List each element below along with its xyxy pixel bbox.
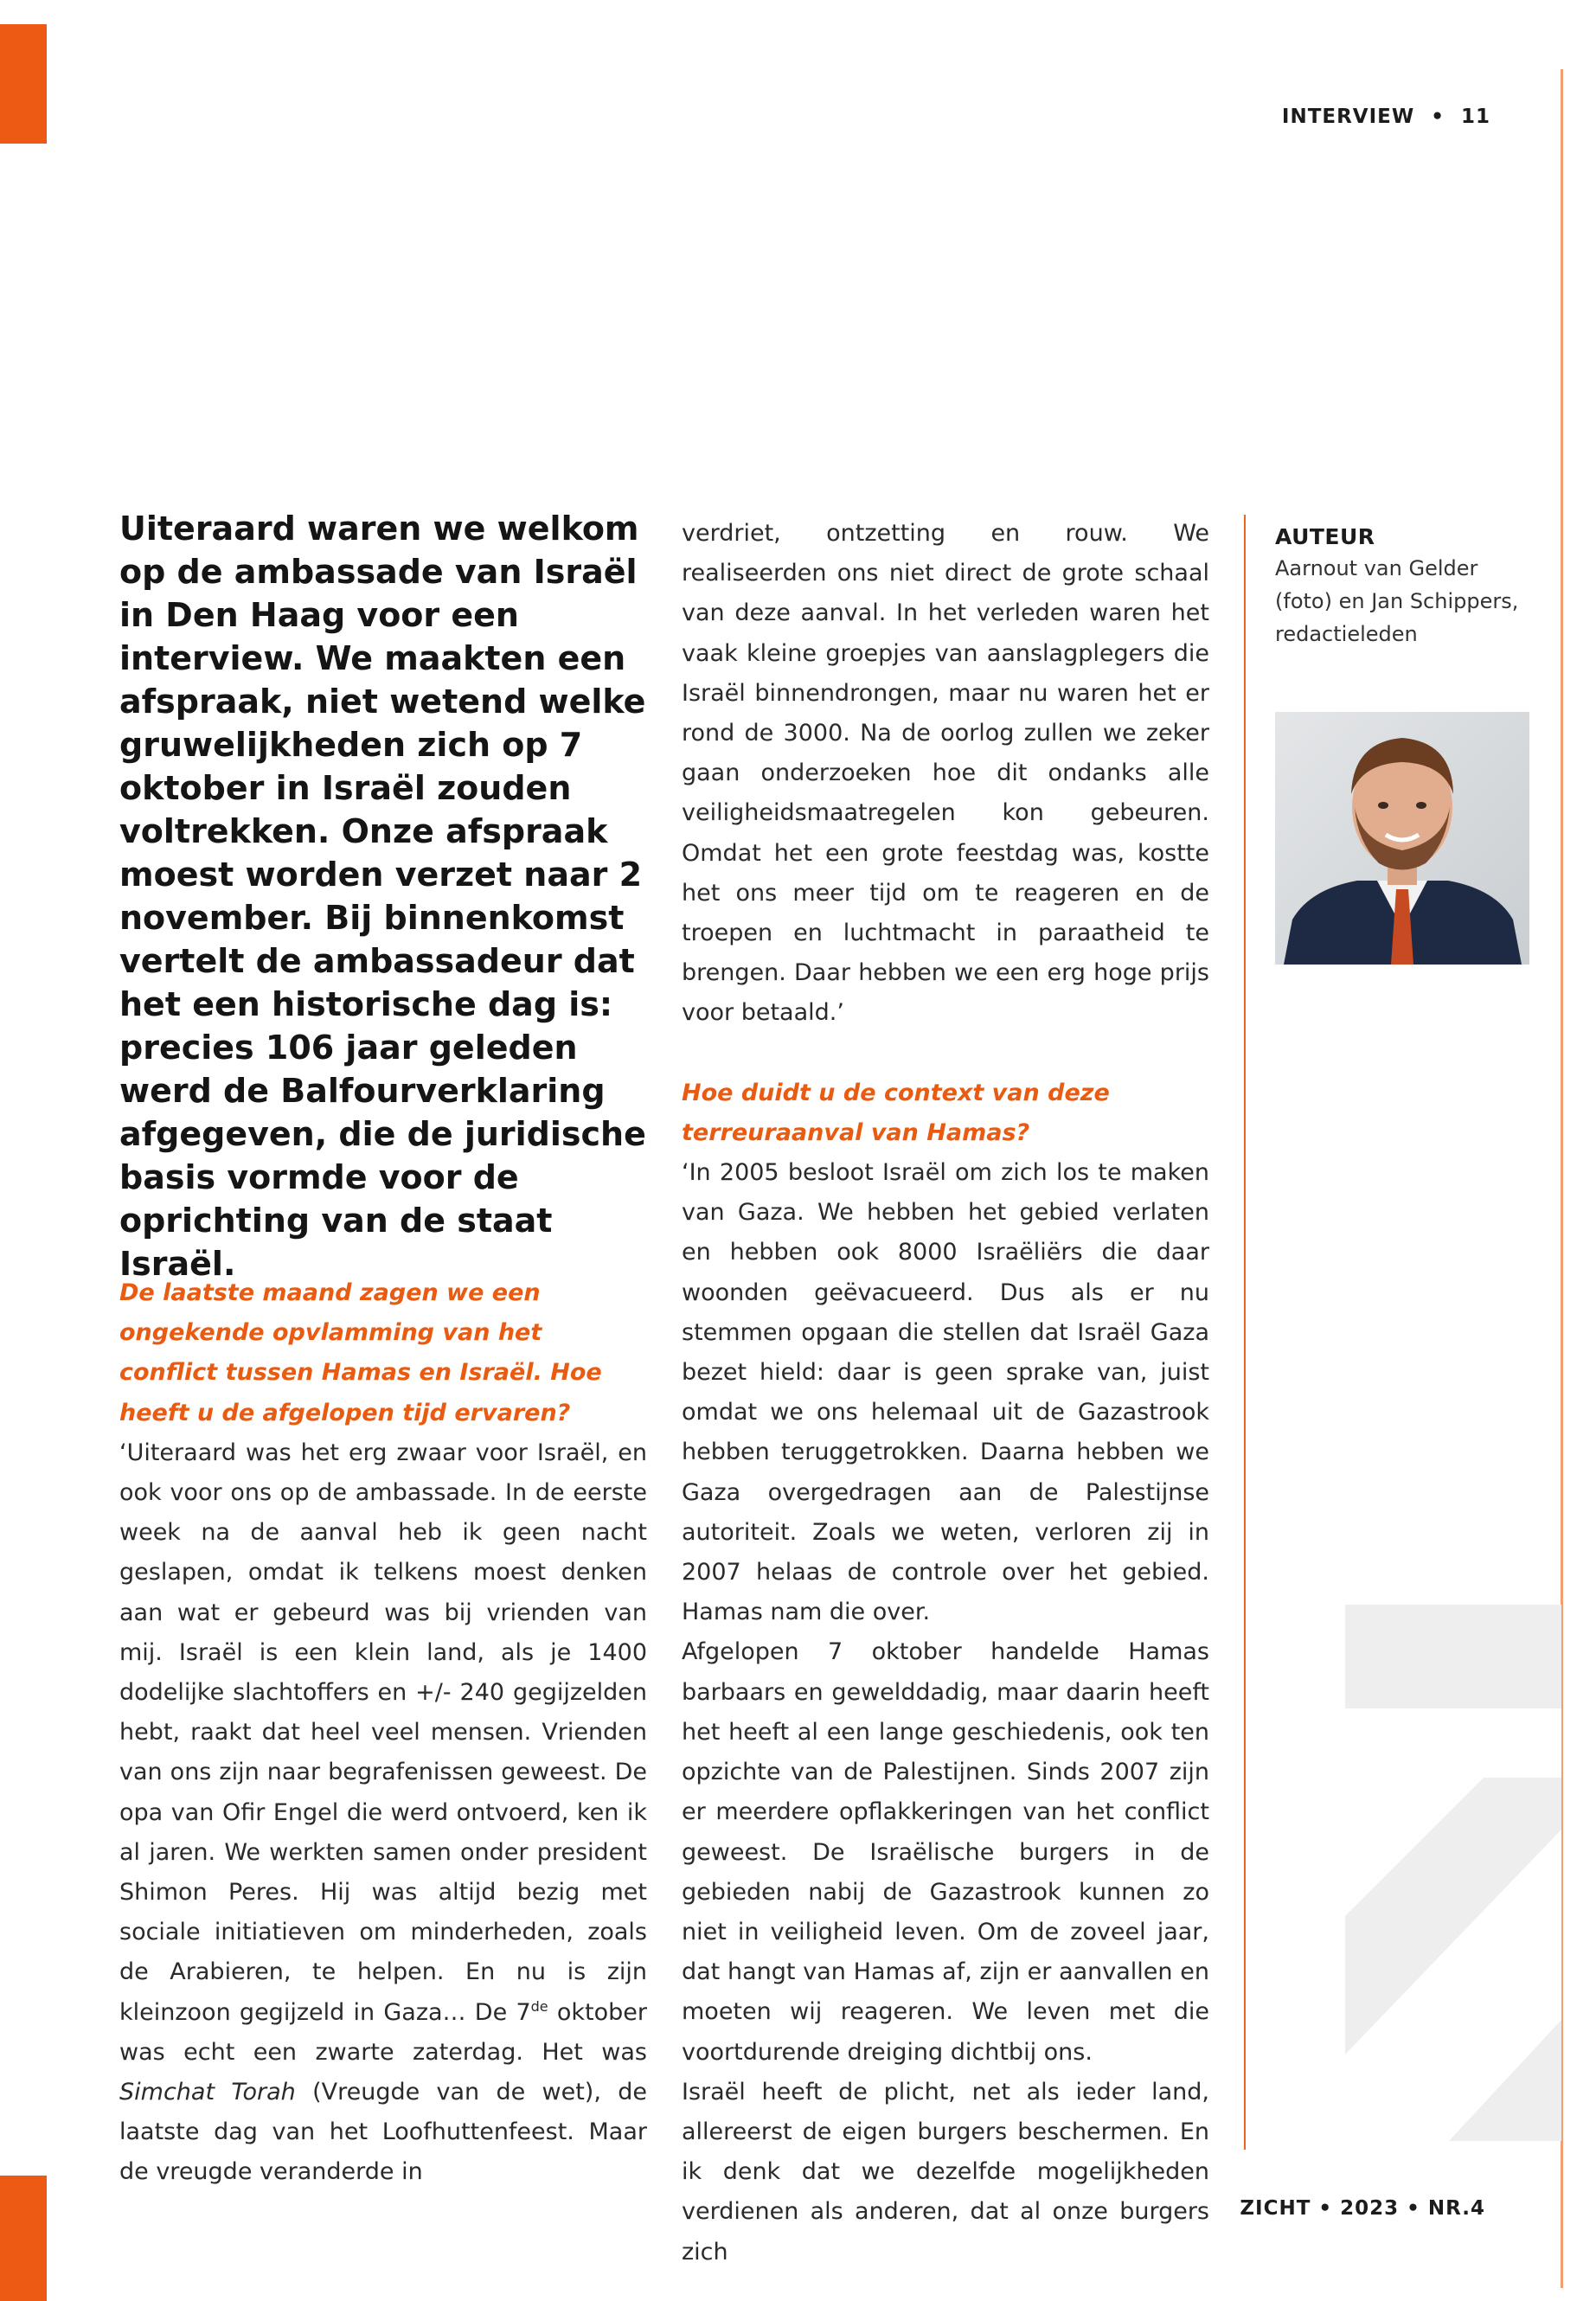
accent-bar-bottom <box>0 2176 47 2301</box>
interview-answer-2c: Israël heeft de plicht, net als ieder land, allereerst de eigen burgers beschermen. En ik denk dat we dezelfde mogelijkheden verdienen als anderen, dat al onze burgers zich <box>682 2078 1209 2266</box>
interview-answer-1: ‘Uiteraard was het erg zwaar voor Israël, en ook voor ons op de ambassade. In de eerste week na de aanval heb ik geen nacht geslapen, omdat ik telkens moest denken aan wat er gebeurd was bij vrienden van mij. Israël is een klein land, als je 1400 dodelijke slachtoffers en +/- 240 gegijzelden hebt, raakt dat heel veel mensen. Vrienden van ons zijn naar begrafenissen geweest. De opa van Ofir Engel die werd ontvoerd, ken ik al jaren. We werkten samen onder president Shimon Peres. Hij was altijd bezig met sociale initiatieven om minderheden, zoals de Arabieren, te helpen. En nu is zijn kleinzoon gegijzeld in Gaza… De 7de oktober was echt een zwarte zaterdag. Het was Simchat Torah (Vreugde van de wet), de laatste dag van het Loofhuttenfeest. Maar de vreugde veranderde in <box>119 1439 648 2186</box>
interview-answer-2a: ‘In 2005 besloot Israël om zich los te maken van Gaza. We hebben het gebied verlaten en hebben ook 8000 Israëliërs die daar woonden geëvacueerd. Dus als er nu stemmen opgaan die stellen dat Israël Gaza bezet hield: daar is geen sprake van, juist omdat we ons helemaal uit de Gazastrook hebben teruggetrokken. Daarna hebben we Gaza overgedragen aan de Palestijnse autoriteit. Zoals we weten, verloren zij in 2007 helaas de controle over het gebied. Hamas nam die over. <box>682 1159 1209 1626</box>
page-number: 11 <box>1460 106 1490 128</box>
intro-lead: Uiteraard waren we welkom op de ambassade van Israël in Den Haag voor een interview. We maakten een afspraak, niet wetend welke gruwelijkheden zich op 7 oktober in Israël zouden voltrekken. Onze afspraak moest worden verzet naar 2 november. Bij binnenkomst vertelt de ambassadeur dat het een historische dag is: precies 106 jaar geleden werd de Balfourverklaring afgegeven, die de juridische basis vormde voor de oprichting van de staat Israël. <box>119 510 646 1283</box>
header-separator: • <box>1431 106 1445 128</box>
author-names: Aarnout van Gelder (foto) en Jan Schippers, redactieleden <box>1275 556 1519 646</box>
header-section: INTERVIEW <box>1281 106 1415 128</box>
accent-bar-top <box>0 24 47 144</box>
author-label: AUTEUR <box>1275 524 1375 549</box>
text-column-1 <box>119 1273 647 2193</box>
author-box <box>1275 522 1535 651</box>
author-photo <box>1275 712 1529 965</box>
running-footer: ZICHT • 2023 • NR.4 <box>1240 2197 1485 2220</box>
interview-answer-2b: Afgelopen 7 oktober handelde Hamas barbaars en gewelddadig, maar daarin heeft het heeft al een lange geschiedenis, ook ten opzichte van de Palestijnen. Sinds 2007 zijn er meerdere opflakkeringen van het conflict geweest. De Israëlische burgers in de gebieden nabij de Gazastrook kunnen zo niet in veiligheid leven. Om de zoveel jaar, dat hangt van Hamas af, zijn er aanvallen en moeten wij reageren. We leven met die voortdurende dreiging dichtbij ons. <box>682 1638 1209 2066</box>
decorative-z-shape <box>1345 1605 1561 2141</box>
answer-continued: verdriet, ontzetting en rouw. We realiseerden ons niet direct de grote schaal van deze aanval. In het verleden waren het vaak kleine groepjes van aanslagplegers die Israël binnendrongen, maar nu waren het er rond de 3000. Na de oorlog zullen we zeker gaan onderzoeken hoe dit ondanks alle veiligheidsmaatregelen kon gebeuren. Omdat het een grote feestdag was, kostte het ons meer tijd om te reageren en de troepen en luchtmacht in paraatheid te brengen. Daar hebben we een erg hoge prijs voor betaald.’ <box>682 520 1209 1027</box>
interview-question-1: De laatste maand zagen we een ongekende opvlamming van het conflict tussen Hamas en Israël. Hoe heeft u de afgelopen tijd ervaren? <box>119 1279 602 1426</box>
running-header <box>1282 106 1490 128</box>
sidebar-divider <box>1244 515 1246 2150</box>
author-portrait-icon <box>1275 712 1529 965</box>
interview-question-2: Hoe duidt u de context van deze terreuraanval van Hamas? <box>682 1079 1110 1146</box>
text-column-2 <box>682 514 1209 2272</box>
